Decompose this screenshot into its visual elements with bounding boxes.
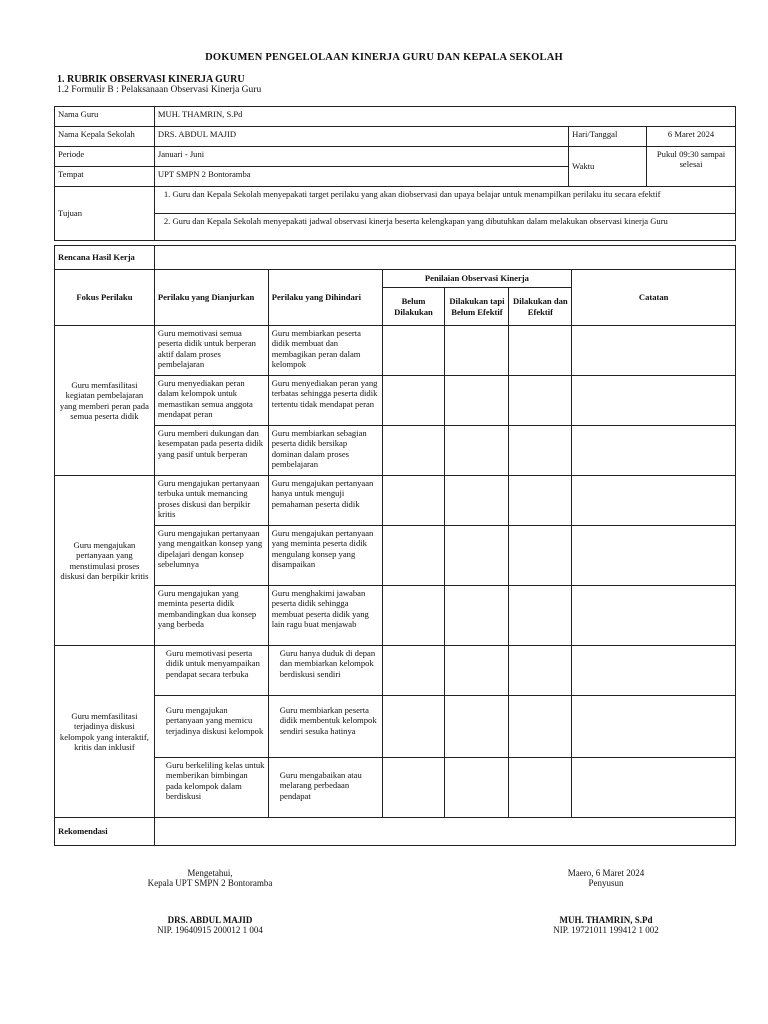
score-cell-belum-efektif[interactable] bbox=[445, 526, 509, 586]
score-cell-belum[interactable] bbox=[382, 326, 445, 376]
catatan-cell[interactable] bbox=[572, 376, 736, 426]
info-table bbox=[54, 106, 736, 241]
rencana-hasil-kerja-value[interactable] bbox=[154, 246, 735, 270]
header-catatan: Catatan bbox=[572, 270, 736, 326]
score-cell-belum[interactable] bbox=[382, 476, 445, 526]
catatan-cell[interactable] bbox=[572, 476, 736, 526]
dianjurkan-cell: Guru mengajukan pertanyaan yang mengaitkan konsep yang dipelajari dengan konsep sebelumnya bbox=[154, 526, 268, 586]
header-belum-efektif: Dilakukan tapi Belum Efektif bbox=[445, 288, 509, 326]
score-cell-efektif[interactable] bbox=[509, 376, 572, 426]
score-cell-belum[interactable] bbox=[382, 426, 445, 476]
kepala-sekolah-label: Nama Kepala Sekolah bbox=[55, 127, 155, 147]
score-cell-efektif[interactable] bbox=[509, 646, 572, 696]
header-dilakukan-efektif: Dilakukan dan Efektif bbox=[509, 288, 572, 326]
score-cell-belum-efektif[interactable] bbox=[445, 758, 509, 818]
catatan-cell[interactable] bbox=[572, 646, 736, 696]
dianjurkan-cell: Guru memotivasi peserta didik untuk menyampaikan pendapat secara terbuka bbox=[154, 646, 268, 696]
score-cell-belum-efektif[interactable] bbox=[445, 476, 509, 526]
dihindari-cell: Guru membiarkan sebagian peserta didik bersikap dominan dalam proses pembelajaran bbox=[268, 426, 382, 476]
document-title: DOKUMEN PENGELOLAAN KINERJA GURU DAN KEPALA SEKOLAH bbox=[205, 52, 563, 63]
dianjurkan-cell: Guru mengajukan yang meminta peserta didik membandingkan dua konsep yang berbeda bbox=[154, 586, 268, 646]
dihindari-cell: Guru menghakimi jawaban peserta didik sehingga membuat peserta didik yang lain ragu buat menjawab bbox=[268, 586, 382, 646]
hari-tanggal-label: Hari/Tanggal bbox=[569, 127, 647, 147]
score-cell-efektif[interactable] bbox=[509, 586, 572, 646]
score-cell-efektif[interactable] bbox=[509, 326, 572, 376]
rubric-table bbox=[54, 245, 736, 846]
score-cell-belum[interactable] bbox=[382, 758, 445, 818]
tempat-label: Tempat bbox=[55, 167, 155, 187]
nama-guru-label: Nama Guru bbox=[55, 107, 155, 127]
catatan-cell[interactable] bbox=[572, 326, 736, 376]
signature-right-nip: NIP. 19721011 199412 1 002 bbox=[553, 925, 659, 935]
dihindari-cell: Guru hanya duduk di depan dan membiarkan kelompok berdiskusi sendiri bbox=[268, 646, 382, 696]
score-cell-belum[interactable] bbox=[382, 646, 445, 696]
catatan-cell[interactable] bbox=[572, 526, 736, 586]
score-cell-efektif[interactable] bbox=[509, 758, 572, 818]
fokus-perilaku-cell: Guru mengajukan pertanyaan yang menstimulasi proses diskusi dan berpikir kritis bbox=[55, 476, 155, 646]
dihindari-cell: Guru membiarkan peserta didik membentuk kelompok sendiri sesuka hatinya bbox=[268, 696, 382, 758]
score-cell-belum-efektif[interactable] bbox=[445, 326, 509, 376]
periode-value: Januari - Juni bbox=[154, 147, 568, 167]
signature-left bbox=[110, 868, 310, 888]
signature-left-nip: NIP. 19640915 200012 1 004 bbox=[157, 925, 263, 935]
signature-left-name: DRS. ABDUL MAJID bbox=[167, 915, 253, 925]
score-cell-efektif[interactable] bbox=[509, 476, 572, 526]
score-cell-belum-efektif[interactable] bbox=[445, 586, 509, 646]
score-cell-belum-efektif[interactable] bbox=[445, 376, 509, 426]
dianjurkan-cell: Guru memberi dukungan dan kesempatan pada peserta didik yang pasif untuk berperan bbox=[154, 426, 268, 476]
dihindari-cell: Guru menyediakan peran yang terbatas sehingga peserta didik tertentu tidak mendapat peran bbox=[268, 376, 382, 426]
signature-right bbox=[506, 868, 706, 888]
signature-right-block bbox=[506, 915, 706, 935]
header-fokus-perilaku: Fokus Perilaku bbox=[55, 270, 155, 326]
tujuan-item: 2. Guru dan Kepala Sekolah menyepakati jadwal observasi kinerja beserta kelengkapan yang dibutuhkan dalam melakukan observasi kinerja Guru bbox=[154, 214, 735, 241]
dianjurkan-cell: Guru menyediakan peran dalam kelompok untuk memastikan semua anggota mendapat peran bbox=[154, 376, 268, 426]
rekomendasi-value[interactable] bbox=[154, 818, 735, 846]
signature-right-line2: Penyusun bbox=[588, 878, 624, 888]
signature-right-name: MUH. THAMRIN, S.Pd bbox=[559, 915, 653, 925]
signature-right-line1: Maero, 6 Maret 2024 bbox=[567, 868, 645, 878]
score-cell-efektif[interactable] bbox=[509, 526, 572, 586]
dianjurkan-cell: Guru mengajukan pertanyaan terbuka untuk memancing proses diskusi dan berpikir kritis bbox=[154, 476, 268, 526]
waktu-value: Pukul 09:30 sampai selesai bbox=[647, 147, 736, 187]
signature-left-line1: Mengetahui, bbox=[187, 868, 233, 878]
fokus-perilaku-cell: Guru memfasilitasi terjadinya diskusi kelompok yang interaktif, kritis dan inklusif bbox=[55, 646, 155, 818]
rekomendasi-label: Rekomendasi bbox=[55, 818, 155, 846]
header-perilaku-dianjurkan: Perilaku yang Dianjurkan bbox=[154, 270, 268, 326]
nama-guru-value: MUH. THAMRIN, S.Pd bbox=[154, 107, 735, 127]
section-subtitle: 1.2 Formulir B : Pelaksanaan Observasi Kinerja Guru bbox=[57, 85, 262, 95]
tujuan-item: 1. Guru dan Kepala Sekolah menyepakati target perilaku yang akan diobservasi dan upaya belajar untuk menampilkan perilaku itu secara efektif bbox=[154, 187, 735, 214]
score-cell-belum[interactable] bbox=[382, 696, 445, 758]
catatan-cell[interactable] bbox=[572, 586, 736, 646]
waktu-label: Waktu bbox=[569, 147, 647, 187]
signature-left-block bbox=[110, 915, 310, 935]
dihindari-cell: Guru mengajukan pertanyaan hanya untuk menguji pemahaman peserta didik bbox=[268, 476, 382, 526]
kepala-sekolah-value: DRS. ABDUL MAJID bbox=[154, 127, 568, 147]
catatan-cell[interactable] bbox=[572, 696, 736, 758]
dihindari-cell: Guru mengabaikan atau melarang perbedaan pendapat bbox=[268, 758, 382, 818]
score-cell-belum[interactable] bbox=[382, 526, 445, 586]
dianjurkan-cell: Guru memotivasi semua peserta didik untuk berperan aktif dalam proses pembelajaran bbox=[154, 326, 268, 376]
dihindari-cell: Guru membiarkan peserta didik membuat dan membagikan peran dalam kelompok bbox=[268, 326, 382, 376]
header-perilaku-dihindari: Perilaku yang Dihindari bbox=[268, 270, 382, 326]
score-cell-belum-efektif[interactable] bbox=[445, 646, 509, 696]
hari-tanggal-value: 6 Maret 2024 bbox=[647, 127, 736, 147]
header-penilaian: Penilaian Observasi Kinerja bbox=[382, 270, 572, 288]
score-cell-efektif[interactable] bbox=[509, 426, 572, 476]
periode-label: Periode bbox=[55, 147, 155, 167]
score-cell-belum[interactable] bbox=[382, 376, 445, 426]
section-title: 1. RUBRIK OBSERVASI KINERJA GURU bbox=[57, 74, 245, 85]
catatan-cell[interactable] bbox=[572, 426, 736, 476]
dianjurkan-cell: Guru mengajukan pertanyaan yang memicu terjadinya diskusi kelompok bbox=[154, 696, 268, 758]
fokus-perilaku-cell: Guru memfasilitasi kegiatan pembelajaran yang memberi peran pada semua peserta didik bbox=[55, 326, 155, 476]
tujuan-label: Tujuan bbox=[55, 187, 155, 241]
dihindari-cell: Guru mengajukan pertanyaan yang meminta peserta didik mengulang konsep yang disampaikan bbox=[268, 526, 382, 586]
tempat-value: UPT SMPN 2 Bontoramba bbox=[154, 167, 568, 187]
catatan-cell[interactable] bbox=[572, 758, 736, 818]
score-cell-belum-efektif[interactable] bbox=[445, 426, 509, 476]
rencana-hasil-kerja-label: Rencana Hasil Kerja bbox=[55, 246, 155, 270]
score-cell-efektif[interactable] bbox=[509, 696, 572, 758]
score-cell-belum[interactable] bbox=[382, 586, 445, 646]
score-cell-belum-efektif[interactable] bbox=[445, 696, 509, 758]
dianjurkan-cell: Guru berkeliling kelas untuk memberikan bimbingan pada kelompok dalam berdiskusi bbox=[154, 758, 268, 818]
signature-left-line2: Kepala UPT SMPN 2 Bontoramba bbox=[147, 878, 273, 888]
header-belum-dilakukan: Belum Dilakukan bbox=[382, 288, 445, 326]
